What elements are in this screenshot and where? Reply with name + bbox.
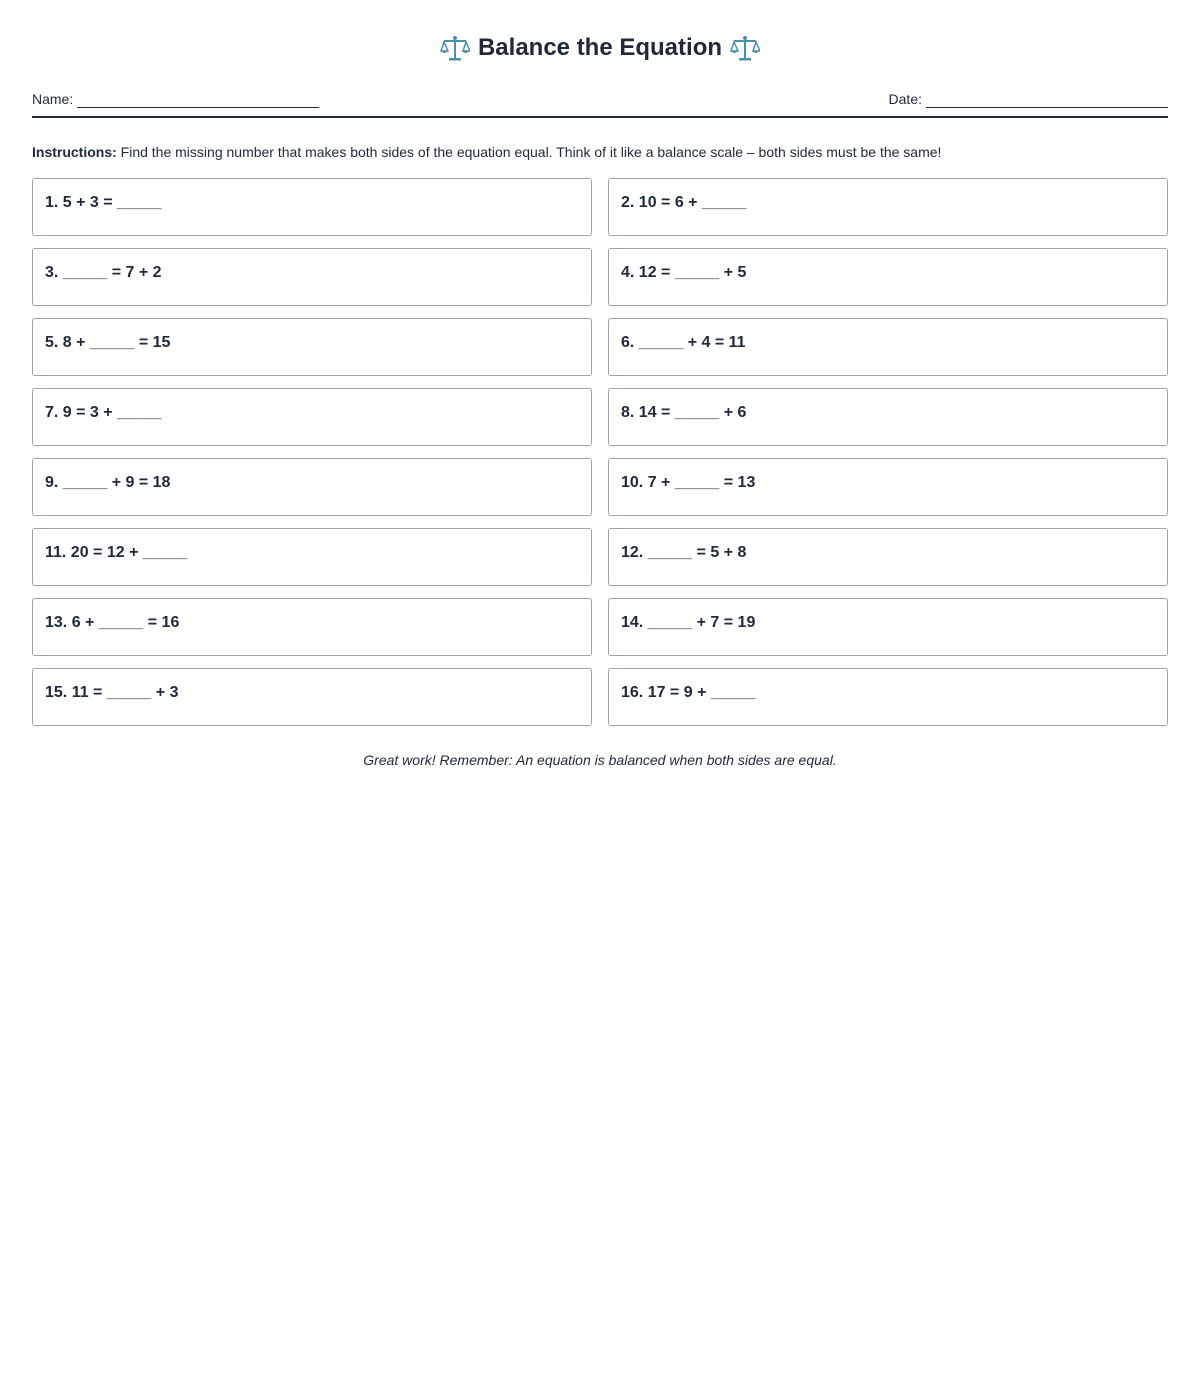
- date-label: Date:: [888, 91, 922, 107]
- problem-card[interactable]: 15. 11 = _____ + 3: [32, 668, 592, 726]
- problem-card[interactable]: 13. 6 + _____ = 16: [32, 598, 592, 656]
- instructions-label: Instructions:: [32, 144, 117, 160]
- problem-card[interactable]: 11. 20 = 12 + _____: [32, 528, 592, 586]
- problem-card[interactable]: 6. _____ + 4 = 11: [608, 318, 1168, 376]
- scale-icon: [730, 33, 760, 63]
- name-field[interactable]: [32, 90, 319, 108]
- problem-card[interactable]: 5. 8 + _____ = 15: [32, 318, 592, 376]
- instructions: [32, 142, 1168, 162]
- date-line[interactable]: [926, 91, 1168, 108]
- date-field[interactable]: [889, 90, 1168, 108]
- problem-card[interactable]: 16. 17 = 9 + _____: [608, 668, 1168, 726]
- page-title: [32, 0, 1168, 64]
- student-info-row: [32, 80, 1168, 118]
- problem-card[interactable]: 12. _____ = 5 + 8: [608, 528, 1168, 586]
- problem-card[interactable]: 9. _____ + 9 = 18: [32, 458, 592, 516]
- problem-card[interactable]: 1. 5 + 3 = _____: [32, 178, 592, 236]
- instructions-text: Find the missing number that makes both sides of the equation equal. Think of it like a balance scale – both sides must be the same!: [120, 144, 942, 160]
- title-text: Balance the Equation: [477, 34, 723, 61]
- name-label: Name:: [32, 91, 74, 107]
- problem-card[interactable]: 4. 12 = _____ + 5: [608, 248, 1168, 306]
- problem-card[interactable]: 2. 10 = 6 + _____: [608, 178, 1168, 236]
- worksheet: [32, 0, 1168, 768]
- problem-card[interactable]: 10. 7 + _____ = 13: [608, 458, 1168, 516]
- name-line[interactable]: [77, 91, 319, 108]
- problem-card[interactable]: 7. 9 = 3 + _____: [32, 388, 592, 446]
- problem-card[interactable]: 14. _____ + 7 = 19: [608, 598, 1168, 656]
- problem-card[interactable]: 3. _____ = 7 + 2: [32, 248, 592, 306]
- footer-note: Great work! Remember: An equation is balanced when both sides are equal.: [363, 752, 837, 768]
- problem-card[interactable]: 8. 14 = _____ + 6: [608, 388, 1168, 446]
- scale-icon: [440, 33, 470, 63]
- problem-grid: [32, 178, 1168, 726]
